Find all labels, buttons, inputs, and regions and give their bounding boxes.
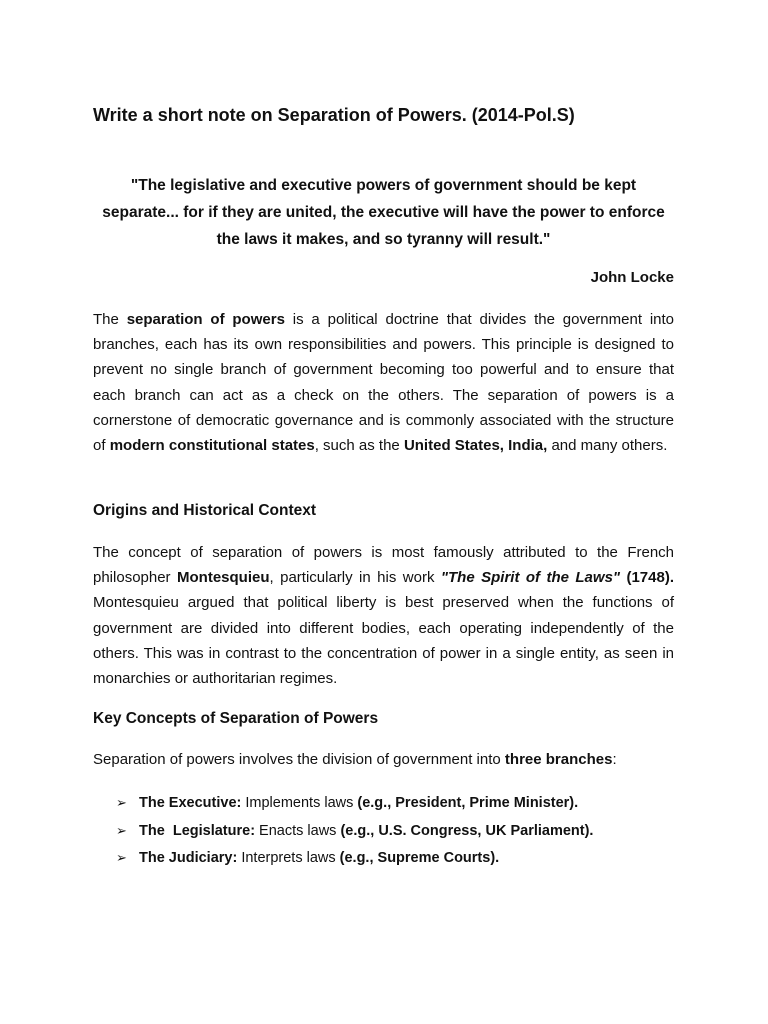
intro-bold-term: separation of powers <box>126 311 285 328</box>
intro-text-2: is a political doctrine that divides the government into branches, each has its own responsibilities and powers. This principle is designed to prevent no single branch of government becoming too powerful and to ensure that each branch can act as a check on the others. The separation of powers is a cornerstone of democratic governance and is commonly associated with the structure of <box>93 311 675 455</box>
bullet-label: The Judiciary: <box>139 850 238 866</box>
bullet-example: (e.g., Supreme Courts). <box>339 850 500 866</box>
intro-text-4: and many others. <box>547 437 668 455</box>
bullet-text: Enacts laws <box>255 822 341 839</box>
key-concepts-intro <box>93 747 674 772</box>
intro-text-3: , such as the <box>314 437 404 455</box>
origins-text-1: The concept of separation of powers is most famously attributed to the French philosopher <box>93 544 674 587</box>
page-title: Write a short note on Separation of Powers. (2014-Pol.S) <box>93 105 575 125</box>
key-intro-bold: three branches <box>504 751 613 768</box>
list-item <box>116 845 593 873</box>
origins-paragraph <box>93 540 674 691</box>
bullet-text: Interprets laws <box>237 850 340 866</box>
key-intro-text-1: Separation of powers involves the division of government into <box>93 751 505 768</box>
bullet-example: (e.g., President, Prime Minister). <box>357 795 579 811</box>
key-intro-text-2: : <box>612 751 617 768</box>
list-item <box>116 818 593 846</box>
origins-text-2: , particularly in his work <box>269 569 441 587</box>
branches-list <box>116 790 593 873</box>
bullet-text: Implements laws <box>241 795 358 811</box>
origins-text-3: Montesquieu argued that political liberty is best preserved when the functions of government are divided into different bodies, each operating independently of the others. This was in contrast to the concentration of power in a single entity, as seen in monarchies or authoritarian regimes. <box>93 594 674 688</box>
locke-quote: "The legislative and executive powers of government should be kept separate... for if they are united, the executive will have the power to enforce the laws it makes, and so tyranny will result." <box>102 177 665 248</box>
arrow-bullet-icon: ➢ <box>116 823 127 839</box>
intro-bold-countries: United States, India, <box>403 437 548 455</box>
origins-work-title: "The Spirit of the Laws" <box>440 569 621 587</box>
section-heading-key-concepts: Key Concepts of Separation of Powers <box>93 710 379 727</box>
intro-text-1: The <box>93 311 127 328</box>
arrow-bullet-icon: ➢ <box>116 796 127 811</box>
bullet-example: (e.g., U.S. Congress, UK Parliament). <box>340 822 594 839</box>
intro-paragraph <box>93 307 674 458</box>
origins-bold-year: (1748). <box>620 569 674 587</box>
bullet-label: The Legislature: <box>139 822 256 839</box>
origins-bold-montesquieu: Montesquieu <box>177 569 270 587</box>
quote-author: John Locke <box>590 269 674 286</box>
list-item <box>116 790 593 818</box>
intro-bold-states: modern constitutional states <box>109 437 315 455</box>
section-heading-origins: Origins and Historical Context <box>93 502 317 519</box>
bullet-label: The Executive: <box>139 795 242 811</box>
arrow-bullet-icon: ➢ <box>116 851 127 866</box>
